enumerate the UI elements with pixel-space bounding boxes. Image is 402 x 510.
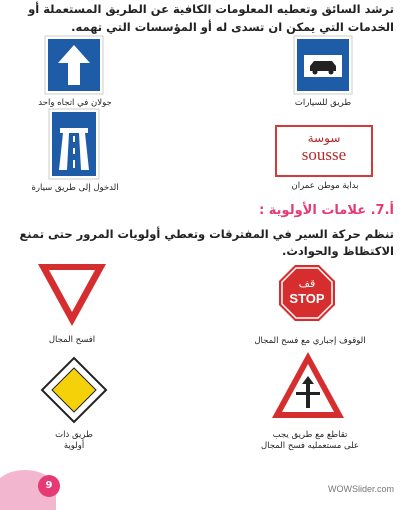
car-road-sign: [293, 35, 353, 95]
caption-crossroad-line2: على مستعمليه فسح المجال: [261, 441, 359, 451]
motorway-entry-sign: [48, 108, 100, 180]
caption-town-entry: بداية موطن عمران: [291, 181, 359, 191]
stop-sign: [278, 264, 336, 322]
caption-motorway: الدخول إلى طريق سيارة: [31, 183, 119, 193]
yield-sign: [36, 262, 108, 328]
page-number: 9: [38, 475, 60, 497]
crossroad-priority-sign: [270, 350, 346, 420]
section-body: تنظم حركة السير في المفترقات وتعطي أولويات المرور حتى تمنع الاكتظاظ والحوادث.: [19, 227, 394, 258]
caption-car-road: طريق للسيارات: [294, 98, 352, 108]
stop-sign-latin: STOP: [289, 291, 325, 306]
watermark: WOWSlider.com: [327, 484, 394, 494]
section-heading: أ.7. علامات الأولوية :: [259, 203, 394, 218]
town-name-latin: sousse: [301, 145, 347, 164]
priority-road-sign: [40, 356, 108, 424]
intro-paragraph: ترشد السائق وتعطيه المعلومات الكافية عن الطريق المستعملة أو الخدمات التي يمكن ان تسدى له أو المؤسسات التي تهمه.: [28, 2, 394, 34]
one-way-arrow-sign: [44, 35, 104, 95]
caption-yield: افسح المجال: [48, 335, 96, 345]
caption-one-way: جولان في اتجاه واحد: [38, 98, 112, 108]
town-entry-sign: [275, 125, 373, 177]
caption-crossroad-line1: تقاطع مع طريق يجب: [272, 430, 348, 440]
town-name-arabic: سوسة: [307, 131, 341, 145]
caption-stop: الوقوف إجباري مع فسح المجال: [254, 336, 366, 346]
caption-priority-line1: طريق ذات: [55, 430, 93, 440]
caption-priority-line2: أولوية: [63, 441, 85, 451]
stop-sign-arabic: قف: [298, 277, 316, 290]
